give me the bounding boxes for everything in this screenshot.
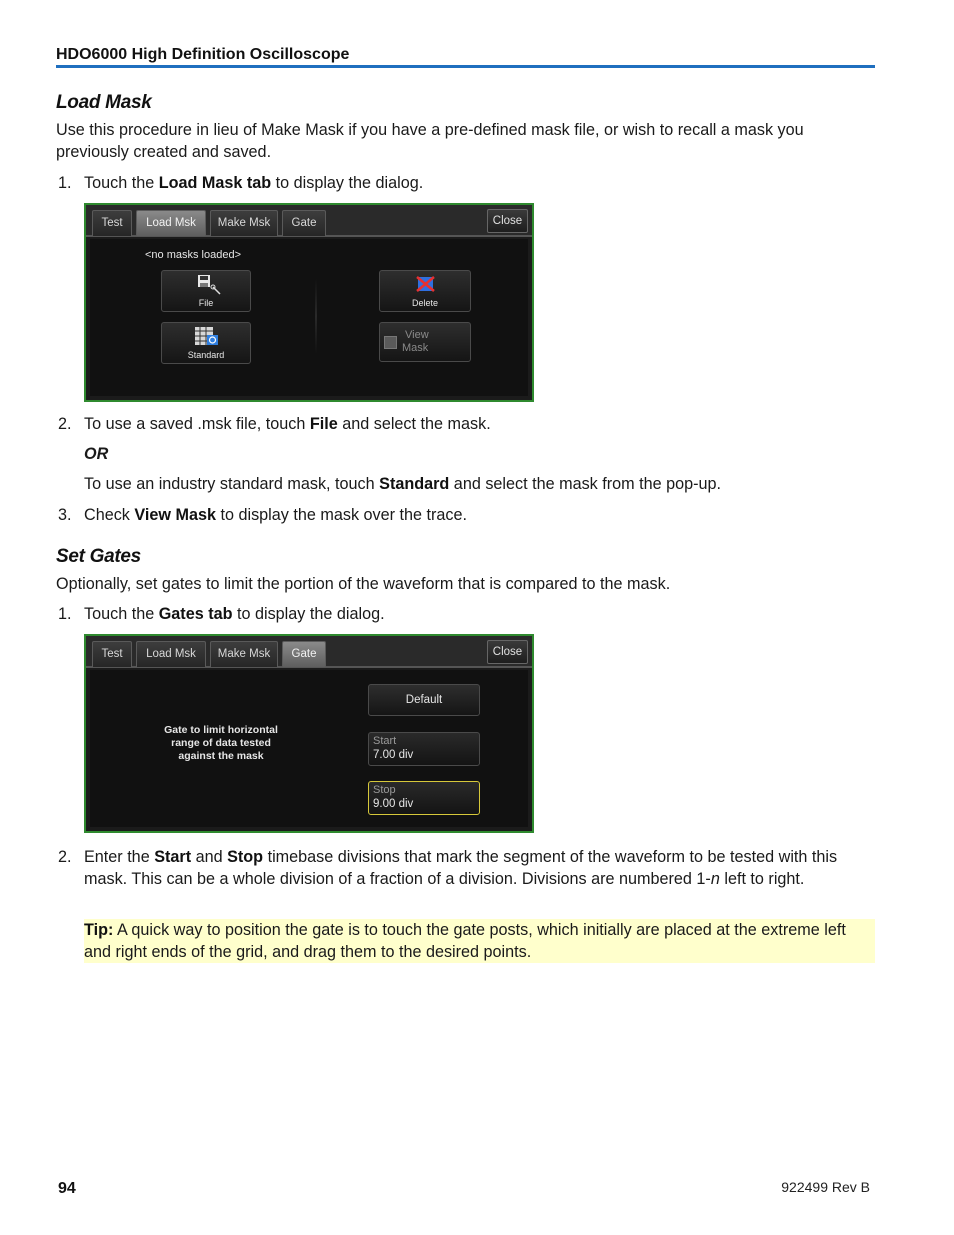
delete-icon (415, 274, 437, 294)
tab-load-mask[interactable]: Load Msk (136, 210, 206, 236)
header-title: HDO6000 High Definition Oscilloscope (56, 46, 350, 63)
set-gates-intro: Optionally, set gates to limit the portion of the waveform that is compared to the mask. (56, 575, 671, 593)
set-gates-step-2: 2. Enter the Start and Stop timebase divisions that mark the segment of the waveform to be tested with this mask. This can be a whole division of a fraction of a division. Divisions are numbered 1-n left to right. (58, 848, 838, 888)
checkbox-box[interactable] (384, 336, 397, 349)
page-header (56, 45, 875, 68)
tab-bar (86, 636, 532, 668)
gate-dialog (84, 634, 534, 833)
page-number: 94 (58, 1180, 76, 1197)
standard-mask-icon (194, 326, 220, 348)
stop-field[interactable]: Stop 9.00 div (368, 781, 480, 815)
set-gates-title: Set Gates (56, 546, 141, 567)
tab-gate[interactable]: Gate (282, 210, 326, 236)
mask-status: <no masks loaded> (144, 249, 241, 261)
default-button[interactable]: Default (368, 684, 480, 716)
tip-label: Tip: (84, 921, 114, 939)
tab-bar (86, 205, 532, 237)
dialog-body (90, 670, 528, 827)
load-mask-step-2b: To use an industry standard mask, touch Standard and select the mask from the pop-up. (84, 475, 722, 493)
load-mask-title: Load Mask (56, 92, 152, 113)
tab-make-mask[interactable]: Make Msk (210, 641, 278, 667)
tab-load-mask[interactable]: Load Msk (136, 641, 206, 667)
load-mask-intro: Use this procedure in lieu of Make Mask if you have a pre-defined mask file, or wish to recall a mask you previously created and saved. (56, 121, 804, 161)
tab-test[interactable]: Test (92, 641, 132, 667)
start-field[interactable]: Start 7.00 div (368, 732, 480, 766)
standard-button[interactable]: Standard (161, 322, 251, 364)
delete-button[interactable]: Delete (379, 270, 471, 312)
view-mask-checkbox[interactable]: View Mask (379, 322, 471, 362)
close-button[interactable]: Close (487, 209, 528, 233)
dialog-body (90, 239, 528, 396)
document-number: 922499 Rev B (781, 1179, 870, 1195)
tip-box (84, 919, 875, 963)
file-button[interactable]: File (161, 270, 251, 312)
tip-text: A quick way to position the gate is to touch the gate posts, which initially are placed at the extreme left and right ends of the grid, and drag them to the desired points. (84, 921, 846, 961)
save-icon (196, 274, 226, 296)
tab-test[interactable]: Test (92, 210, 132, 236)
tab-gate[interactable]: Gate (282, 641, 326, 667)
tab-make-mask[interactable]: Make Msk (210, 210, 278, 236)
divider (315, 279, 317, 354)
gate-note: Gate to limit horizontal range of data tested against the mask (164, 724, 278, 762)
or-label: OR (84, 445, 109, 463)
load-mask-dialog (84, 203, 534, 402)
close-button[interactable]: Close (487, 640, 528, 664)
